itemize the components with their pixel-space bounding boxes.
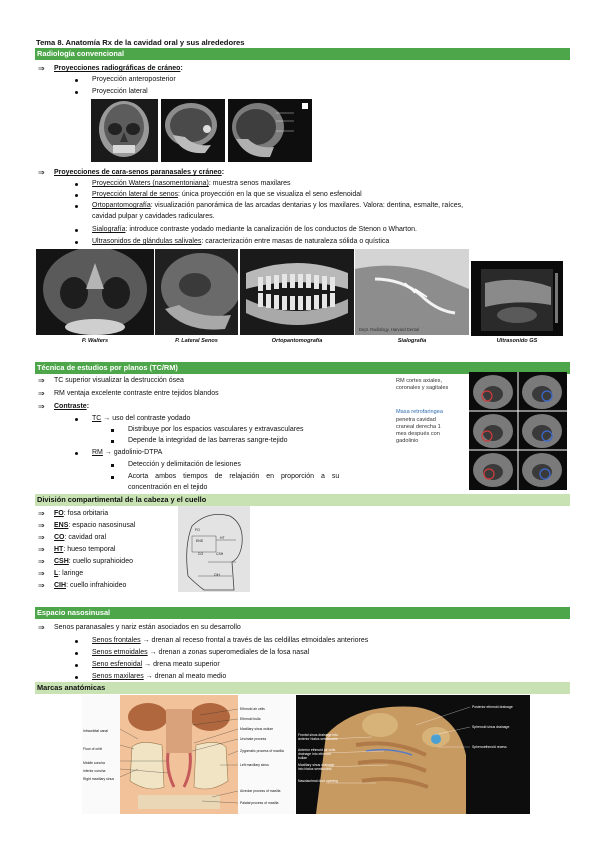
sialography-xray <box>355 249 469 335</box>
anat-label-floor-orbit: Floor of orbit <box>83 747 103 751</box>
bullet-dot <box>75 241 78 244</box>
bullet-dot <box>75 183 78 186</box>
arrow-bullet: ⇒ <box>38 402 45 411</box>
caption-ultrasonido: Ultrasonido GS <box>496 338 538 344</box>
section-espacio: Espacio nasosinusal <box>35 607 570 619</box>
diagram-label-csh: CSH <box>216 552 224 556</box>
skull-ap-xray <box>91 99 158 162</box>
arrow-bullet: ⇒ <box>38 557 45 566</box>
bullet-square <box>111 429 114 432</box>
anat-label-inferior-concha: Inferior concha <box>83 769 106 773</box>
rm-sub-1: Detección y delimitación de lesiones <box>128 461 241 468</box>
bullet-dot <box>75 452 78 455</box>
sialography-watermark: Dept. Radiology, Harvard Dental <box>359 327 419 332</box>
head-compartment-diagram <box>178 506 250 592</box>
arrow-bullet: ⇒ <box>38 168 45 177</box>
section-radiologia: Radiología convencional <box>35 48 570 60</box>
division-item-co: CO: cavidad oral <box>54 534 107 541</box>
bullet-dot <box>75 418 78 421</box>
bullet-square <box>111 440 114 443</box>
bullet-dot <box>75 664 78 667</box>
diagram-label-fo: FO <box>195 528 200 532</box>
anat-label-ethmoid-cells: Ethmoid air cells <box>240 707 265 711</box>
contraste-rm: RM → gadolinio-DTPA <box>92 449 163 456</box>
anat-label-sphenoid-drainage: Sphenoid sinus drainage <box>472 725 510 729</box>
anat-label-nasolacrimal: Nasolacrimal duct opening <box>298 779 338 783</box>
espacio-intro: Senos paranasales y nariz están asociados en su desarrollo <box>54 624 241 631</box>
senos-heading: Proyecciones de cara-senos paranasales y cráneo: <box>54 169 225 176</box>
bullet-dot <box>75 205 78 208</box>
division-item-cih: CIH: cuello infrahioideo <box>54 582 127 589</box>
craneo-item-lateral: Proyección lateral <box>92 88 148 95</box>
arrow-bullet: ⇒ <box>38 64 45 73</box>
bullet-dot <box>75 194 78 197</box>
rm-sub-2-cont: concentración en el tejido <box>128 484 208 491</box>
division-item-ht: HT: hueso temporal <box>54 546 116 553</box>
diagram-label-co: CO <box>198 552 204 556</box>
anat-label-infraorbital-canal: Infraorbital canal <box>83 729 109 733</box>
tc-sub-1: Distribuye por los espacios vasculares y extravasculares <box>128 426 304 433</box>
waters-xray <box>36 249 154 335</box>
senos-item-us: Ultrasonidos de glándulas salivales: caracterización entre masas de naturaleza sólida o quística <box>92 238 390 245</box>
bullet-square <box>111 464 114 467</box>
contraste-heading: Contraste: <box>54 403 90 410</box>
tecnica-line-tc: TC superior visualizar la destrucción ósea <box>54 377 184 384</box>
anat-label-alveolar: Alveolar process of maxilla <box>240 789 281 793</box>
bullet-dot <box>75 676 78 679</box>
arrow-bullet: ⇒ <box>38 376 45 385</box>
diagram-label-ht: HT <box>220 536 225 540</box>
senos-item-sialo: Sialografía: introduce contraste yodado mediante la canalización de los conductos de Stenon o Wharton. <box>92 226 417 233</box>
division-item-l: L: laringe <box>54 570 84 577</box>
anat-label-uncinate: Uncinate process <box>240 737 267 741</box>
bullet-dot <box>75 79 78 82</box>
bullet-dot <box>75 229 78 232</box>
senos-item-lateral: Proyección lateral de senos: única proyección en la que se visualiza el seno esfenoidal <box>92 191 362 198</box>
orthopantomogram-xray <box>240 249 354 335</box>
caption-lateral-senos: P. Lateral Senos <box>175 338 218 344</box>
caption-ortopantomografia: Ortopantomografía <box>271 338 323 344</box>
bullet-dot <box>75 640 78 643</box>
bullet-square <box>111 476 114 479</box>
bullet-dot <box>75 91 78 94</box>
espacio-item-esfenoidal: Seno esfenoidal → drena meato superior <box>92 661 220 668</box>
arrow-bullet: ⇒ <box>38 509 45 518</box>
craneo-heading: Proyecciones radiográficas de cráneo: <box>54 65 183 72</box>
section-tecnica: Técnica de estudios por planos (TC/RM) <box>35 362 570 374</box>
senos-item-waters: Proyección Waters (nasomentoniana): muestra senos maxilares <box>92 180 291 187</box>
arrow-bullet: ⇒ <box>38 569 45 578</box>
section-marcas: Marcas anatómicas <box>35 682 570 694</box>
ultrasound-image <box>471 261 563 336</box>
craneo-item-ap: Proyección anteroposterior <box>92 76 176 83</box>
contraste-tc: TC → uso del contraste yodado <box>92 415 191 422</box>
anat-label-ethmoid-bulla: Ethmoid bulla <box>240 717 261 721</box>
arrow-bullet: ⇒ <box>38 623 45 632</box>
anat-label-posterior-ethmoid: Posterior ethmoid drainage <box>472 705 513 709</box>
anat-label-palatal: Palatal process of maxilla <box>240 801 279 805</box>
division-item-ens: ENS: espacio nasosinusal <box>54 522 136 529</box>
arrow-bullet: ⇒ <box>38 545 45 554</box>
skull-lateral-xray <box>161 99 225 162</box>
masa-retrofaringea-note: penetra cavidad craneal derecha 1 mes después con gadolinio <box>396 417 441 444</box>
arrow-bullet: ⇒ <box>38 521 45 530</box>
anat-label-left-maxillary: Left maxillary sinus <box>240 763 269 767</box>
section-division: División compartimental de la cabeza y el cuello <box>35 494 570 506</box>
rm-sub-2: Acorta ambos tiempos de relajación en proporción a su <box>128 473 340 480</box>
page-title: Tema 8. Anatomía Rx de la cavidad oral y sus alrededores <box>36 38 245 47</box>
anat-label-sphenoethmoid: Sphenoethmoid recess <box>472 745 507 749</box>
mri-grid <box>469 372 567 490</box>
espacio-item-frontales: Senos frontales → drenan al receso frontal a través de las celdillas etmoidales anteriores <box>92 637 369 644</box>
espacio-item-maxilares: Senos maxilares → drenan al meato medio <box>92 673 227 680</box>
skull-lateral-labeled-xray <box>228 99 312 162</box>
bullet-dot <box>75 652 78 655</box>
anat-label-zygomatic: Zygomatic process of maxilla <box>240 749 284 753</box>
senos-item-orto-cont: cavidad pulpar y cavidades radiculares. <box>92 213 215 220</box>
caption-walters: P. Walters <box>81 338 109 344</box>
anat-label-anterior-ethmoid: Anterior ethmoid air cells drainage into ethmoid bullae <box>298 748 336 760</box>
arrow-bullet: ⇒ <box>38 389 45 398</box>
anat-label-right-maxillary: Right maxillary sinus <box>83 777 115 781</box>
masa-retrofaringea-label: Masa retrofaringea <box>396 409 443 415</box>
arrow-bullet: ⇒ <box>38 581 45 590</box>
diagram-label-ens: ENS <box>196 539 203 543</box>
tc-sub-2: Depende la integridad de las barreras sangre-tejido <box>128 437 288 444</box>
arrow-bullet: ⇒ <box>38 533 45 542</box>
sagittal-sinus-illustration <box>296 695 530 814</box>
diagram-label-cih: CIH <box>214 573 220 577</box>
espacio-item-etmoidales: Senos etmoidales → drenan a zonas superomediales de la fosa nasal <box>92 649 310 656</box>
caption-sialografia: Sialografía <box>397 338 427 344</box>
division-item-csh: CSH: cuello suprahioideo <box>54 558 133 565</box>
anat-label-maxillary-ostium: Maxillary sinus ostium <box>240 727 274 731</box>
rm-cortes-note: RM cortes axiales, coronales y sagitales <box>396 378 449 391</box>
senos-item-orto: Ortopantomografía: visualización panorámica de las arcadas dentarias y los maxilares. Valora: dentina, esmalte, raíces, <box>92 202 464 209</box>
tecnica-line-rm: RM ventaja excelente contraste entre tejidos blandos <box>54 390 219 397</box>
anat-label-middle-concha: Middle concha <box>83 761 105 765</box>
division-item-fo: FO: fosa orbitaria <box>54 510 109 517</box>
coronal-sinus-illustration <box>82 695 295 814</box>
anat-label-frontal-drainage: Frontal sinus drainage into anterior hiatus semilunaris <box>298 733 338 741</box>
anat-label-maxillary-drainage: Maxillary sinus drainage into hiatus semilunaris <box>298 763 335 771</box>
lateral-sinus-xray <box>155 249 238 335</box>
